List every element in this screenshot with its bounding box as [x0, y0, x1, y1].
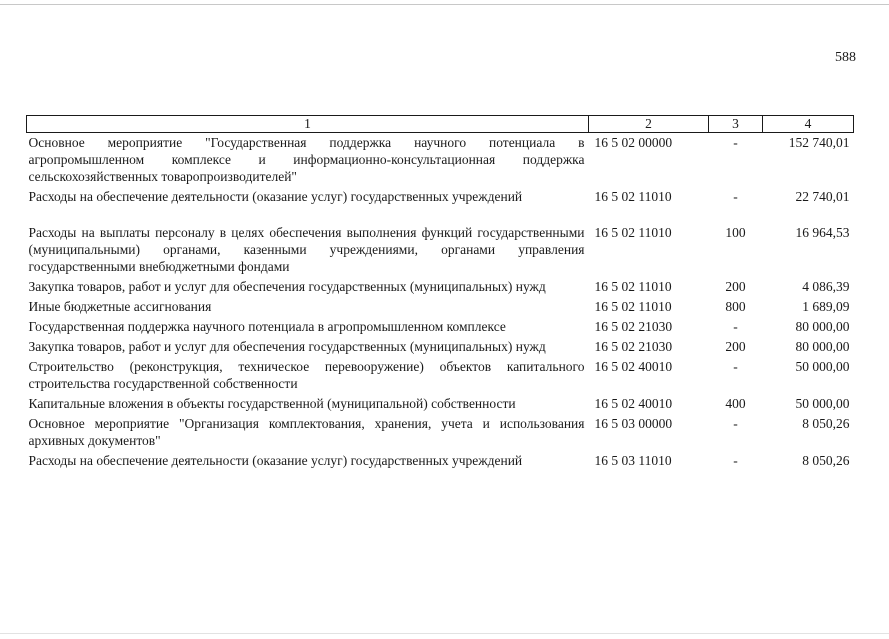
row-expense-type: -: [733, 359, 738, 374]
table-row: [27, 187, 854, 207]
table-row: [27, 223, 854, 277]
row-name: Закупка товаров, работ и услуг для обеспечения государственных (муниципальных) нужд: [28, 339, 546, 354]
row-expense-type: 200: [725, 339, 746, 354]
row-sum: 4 086,39: [802, 279, 850, 294]
row-name: Основное мероприятие "Государственная поддержка научного потенциала в агропромышленном комплексе и информационно-консультационная поддержка сельскохозяйственных товаропроизводителей": [28, 135, 585, 184]
row-sum: 8 050,26: [802, 453, 850, 468]
row-expense-type: -: [733, 135, 738, 150]
row-expense-type: 400: [725, 396, 746, 411]
table-row: [27, 451, 854, 471]
row-sum: 16 964,53: [795, 225, 850, 240]
row-name: Расходы на выплаты персоналу в целях обеспечения выполнения функций государственными (муниципальными) органами, казенными учреждениями, органами управления государственными внебюджетными фондами: [28, 225, 585, 274]
row-expense-type: 200: [725, 279, 746, 294]
spacer-row: [27, 207, 854, 223]
row-code: 16 5 02 40010: [594, 396, 673, 411]
table-row: [27, 357, 854, 394]
row-name: Строительство (реконструкция, техническое перевооружение) объектов капитального строительства государственной собственности: [28, 359, 585, 391]
row-name: Иные бюджетные ассигнования: [28, 299, 212, 314]
row-code: 16 5 02 00000: [594, 135, 673, 150]
row-sum: 1 689,09: [802, 299, 850, 314]
header-cell-3: 3: [709, 116, 763, 133]
row-code: 16 5 03 11010: [594, 453, 672, 468]
row-code: 16 5 02 11010: [594, 279, 672, 294]
row-expense-type: -: [733, 189, 738, 204]
table-row: [27, 317, 854, 337]
table-row: [27, 277, 854, 297]
row-code: 16 5 02 21030: [594, 339, 673, 354]
page-number: 588: [835, 50, 856, 65]
row-code: 16 5 02 11010: [594, 189, 672, 204]
row-name: Основное мероприятие "Организация комплектования, хранения, учета и использования архивных документов": [28, 416, 585, 448]
header-cell-2: 2: [589, 116, 709, 133]
row-code: 16 5 02 40010: [594, 359, 673, 374]
row-sum: 80 000,00: [795, 339, 850, 354]
header-cell-4: 4: [763, 116, 854, 133]
table-row: [27, 297, 854, 317]
row-name: Расходы на обеспечение деятельности (оказание услуг) государственных учреждений: [28, 453, 523, 468]
scan-edge-line: [0, 4, 889, 5]
table-row: [27, 414, 854, 451]
row-sum: 80 000,00: [795, 319, 850, 334]
row-name: Государственная поддержка научного потенциала в агропромышленном комплексе: [28, 319, 506, 334]
row-expense-type: -: [733, 416, 738, 431]
row-code: 16 5 02 21030: [594, 319, 673, 334]
row-sum: 152 740,01: [788, 135, 850, 150]
header-cell-1: 1: [27, 116, 589, 133]
table-row: [27, 394, 854, 414]
scan-edge-line: [0, 633, 889, 634]
table-row: [27, 337, 854, 357]
row-name: Закупка товаров, работ и услуг для обеспечения государственных (муниципальных) нужд: [28, 279, 546, 294]
row-sum: 8 050,26: [802, 416, 850, 431]
budget-table: [26, 115, 854, 471]
row-sum: 50 000,00: [795, 359, 850, 374]
row-sum: 22 740,01: [795, 189, 850, 204]
row-code: 16 5 02 11010: [594, 299, 672, 314]
table-row: [27, 133, 854, 188]
row-expense-type: 800: [725, 299, 746, 314]
row-code: 16 5 03 00000: [594, 416, 673, 431]
row-sum: 50 000,00: [795, 396, 850, 411]
row-expense-type: 100: [725, 225, 746, 240]
row-expense-type: -: [733, 319, 738, 334]
row-expense-type: -: [733, 453, 738, 468]
row-name: Капитальные вложения в объекты государственной (муниципальной) собственности: [28, 396, 516, 411]
row-code: 16 5 02 11010: [594, 225, 672, 240]
row-name: Расходы на обеспечение деятельности (оказание услуг) государственных учреждений: [28, 189, 523, 204]
header-row: [27, 116, 854, 133]
